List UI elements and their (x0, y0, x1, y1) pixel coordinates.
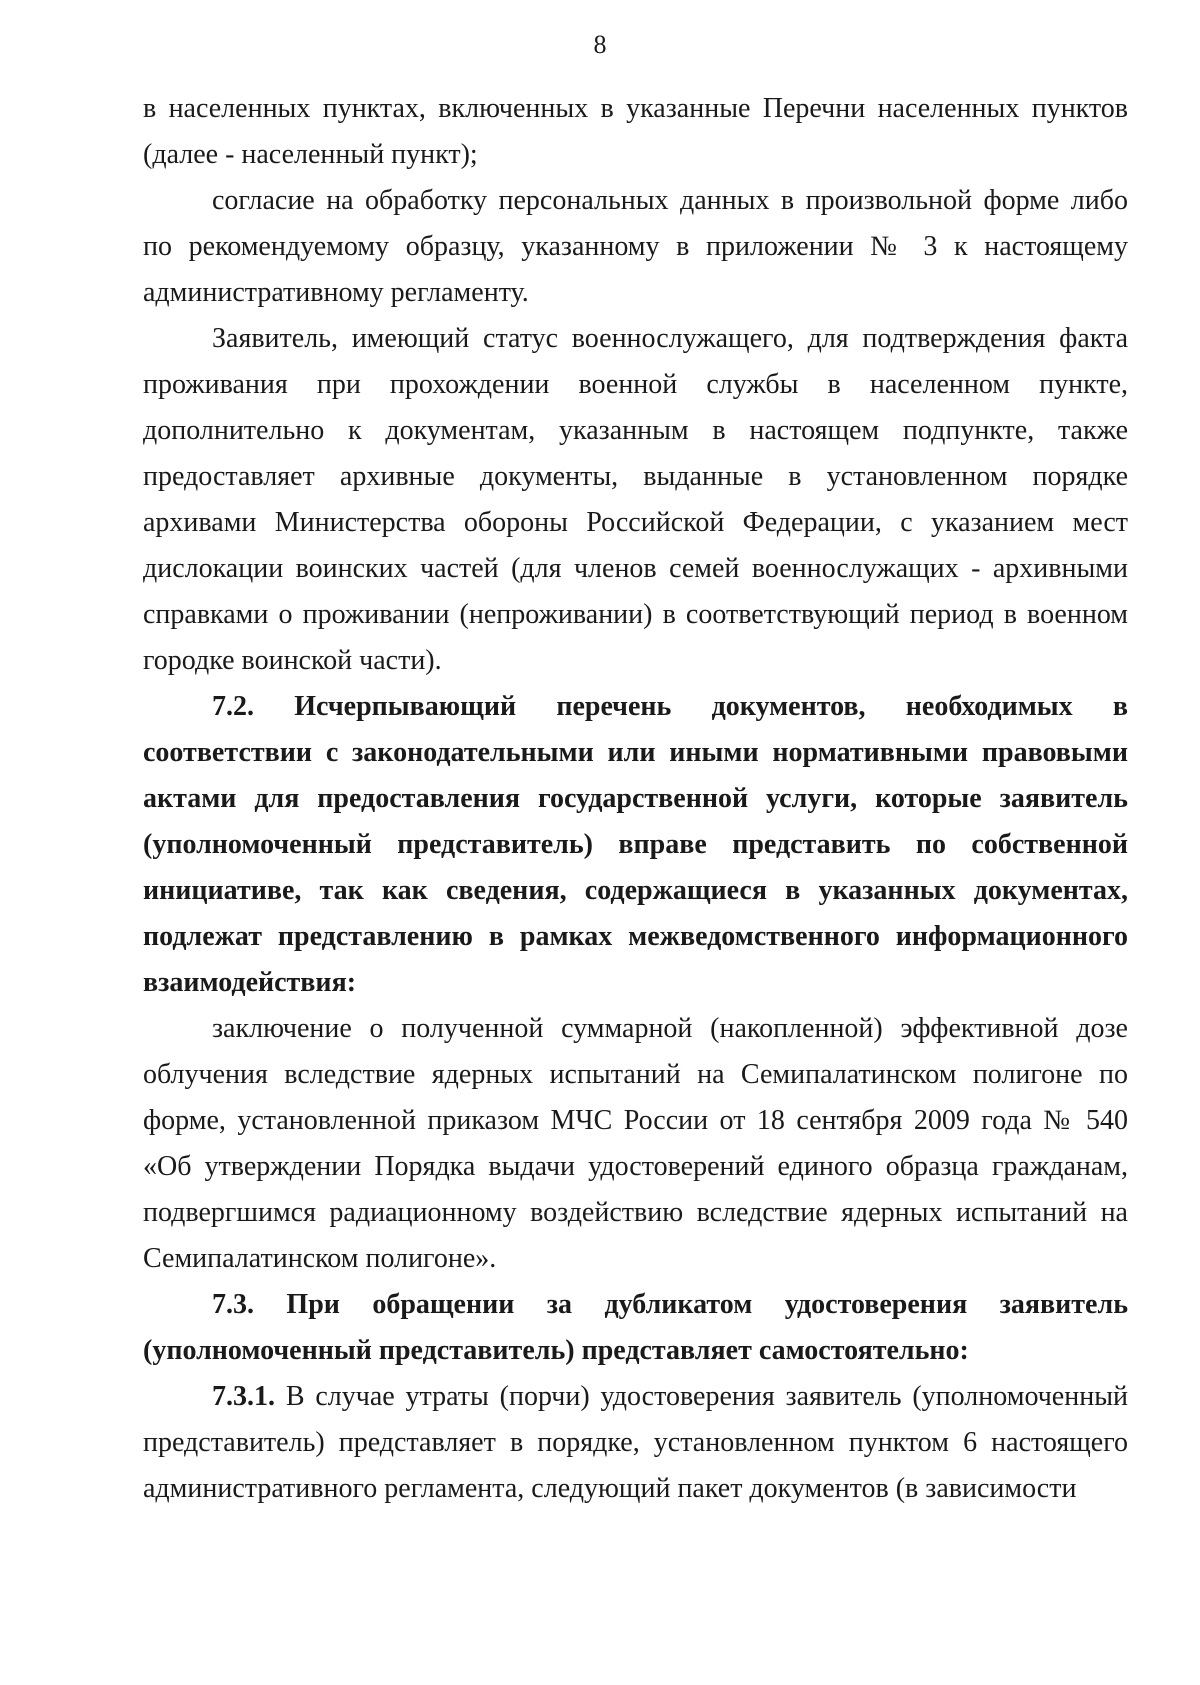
page-number: 8 (593, 30, 607, 59)
clause-number: 7.3.1. (212, 1381, 275, 1412)
section-7-3-heading: 7.3. При обращении за дубликатом удостоверения заявитель (уполномоченный представитель) представляет самостоятельно: (143, 1289, 1128, 1366)
paragraph-military: Заявитель, имеющий статус военнослужащего, для подтверждения факта проживания при прохождении военной службы в населенном пункте, дополнительно к документам, указанным в настоящем подпункте, также предоставляет архивные документы, выданные в установленном порядке архивами Министерства обороны Российской Федерации, с указанием мест дислокации воинских частей (для членов семей военнослужащих - архивными справками о проживании (непроживании) в соответствующий период в военном городке воинской части). (143, 323, 1128, 676)
paragraph-dose-conclusion: заключение о полученной суммарной (накопленной) эффективной дозе облучения вследствие ядерных испытаний на Семипалатинском полигоне по форме, установленной приказом МЧС России от 18 сентября 2009 года № 540 «Об утверждении Порядка выдачи удостоверений единого образца гражданам, подвергшимся радиационному воздействию вследствие ядерных испытаний на Семипалатинском полигоне». (143, 1013, 1128, 1274)
document-body (143, 86, 1128, 1512)
paragraph-settlements: в населенных пунктах, включенных в указанные Перечни населенных пунктов (далее - населенный пункт); (143, 93, 1128, 170)
paragraph-7-3-1 (143, 1374, 1128, 1512)
paragraph-consent: согласие на обработку персональных данных в произвольной форме либо по рекомендуемому образцу, указанному в приложении № 3 к настоящему административному регламенту. (143, 185, 1128, 308)
clause-text: В случае утраты (порчи) удостоверения заявитель (уполномоченный представитель) представляет в порядке, установленном пунктом 6 настоящего административного регламента, следующий пакет документов (в зависимости (143, 1381, 1128, 1504)
section-7-2-heading: 7.2. Исчерпывающий перечень документов, необходимых в соответствии с законодательными или иными нормативными правовыми актами для предоставления государственной услуги, которые заявитель (уполномоченный представитель) вправе представить по собственной инициативе, так как сведения, содержащиеся в указанных документах, подлежат представлению в рамках межведомственного информационного взаимодействия: (143, 691, 1128, 998)
